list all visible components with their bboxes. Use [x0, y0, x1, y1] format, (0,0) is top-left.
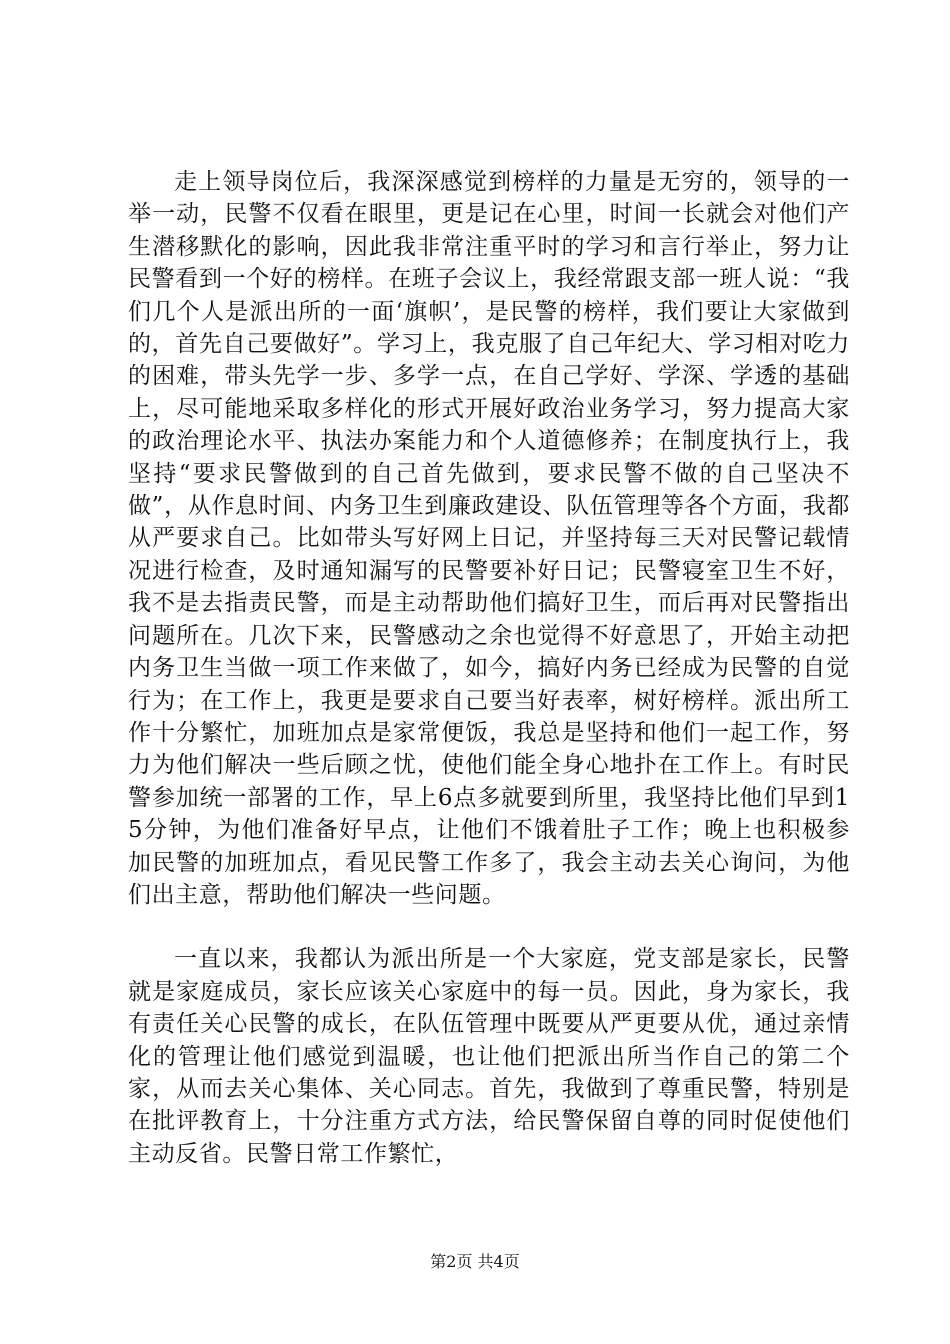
paragraph-1: 走上领导岗位后，我深深感觉到榜样的力量是无穷的，领导的一举一动，民警不仅看在眼里，更是记在心里，时间一长就会对他们产生潜移默化的影响，因此我非常注重平时的学习和言行举止，努力让民警看到一个好的榜样。在班子会议上，我经常跟支部一班人说：“我们几个人是派出所的一面‘旗帜’，是民警的榜样，我们要让大家做到的，首先自己要做好”。学习上，我克服了自己年纪大、学习相对吃力的困难，带头先学一步、多学一点，在自己学好、学深、学透的基础上，尽可能地采取多样化的形式开展好政治业务学习，努力提高大家的政治理论水平、执法办案能力和个人道德修养；在制度执行上，我坚持“要求民警做到的自己首先做到，要求民警不做的自己坚决不做”，从作息时间、内务卫生到廉政建设、队伍管理等各个方面，我都从严要求自己。比如带头写好网上日记，并坚持每三天对民警记载情况进行检查，及时通知漏写的民警要补好日记；民警寝室卫生不好，我不是去指责民警，而是主动帮助他们搞好卫生，而后再对民警指出问题所在。几次下来，民警感动之余也觉得不好意思了，开始主动把内务卫生当做一项工作来做了，如今，搞好内务已经成为民警的自觉行为；在工作上，我更是要求自己要当好表率，树好榜样。派出所工作十分繁忙，加班加点是家常便饭，我总是坚持和他们一起工作，努力为他们解决一些后顾之忧，使他们能全身心地扑在工作上。有时民警参加统一部署的工作，早上6点多就要到所里，我坚持比他们早到15分钟，为他们准备好早点，让他们不饿着肚子工作；晚上也积极参加民警的加班加点，看见民警工作多了，我会主动去关心询问，为他们出主意，帮助他们解决一些问题。: [128, 169, 850, 908]
document-body: [128, 166, 850, 1170]
paragraph-2: 一直以来，我都认为派出所是一个大家庭，党支部是家长，民警就是家庭成员，家长应该关心家庭中的每一员。因此，身为家长，我有责任关心民警的成长，在队伍管理中既要从严更要从优，通过亲情化的管理让他们感觉到温暖，也让他们把派出所当作自己的第二个家，从而去关心集体、关心同志。首先，我做到了尊重民警，特别是在批评教育上，十分注重方式方法，给民警保留自尊的同时促使他们主动反省。民警日常工作繁忙，: [128, 946, 850, 1167]
page-footer: 第2页 共4页: [430, 1252, 520, 1271]
